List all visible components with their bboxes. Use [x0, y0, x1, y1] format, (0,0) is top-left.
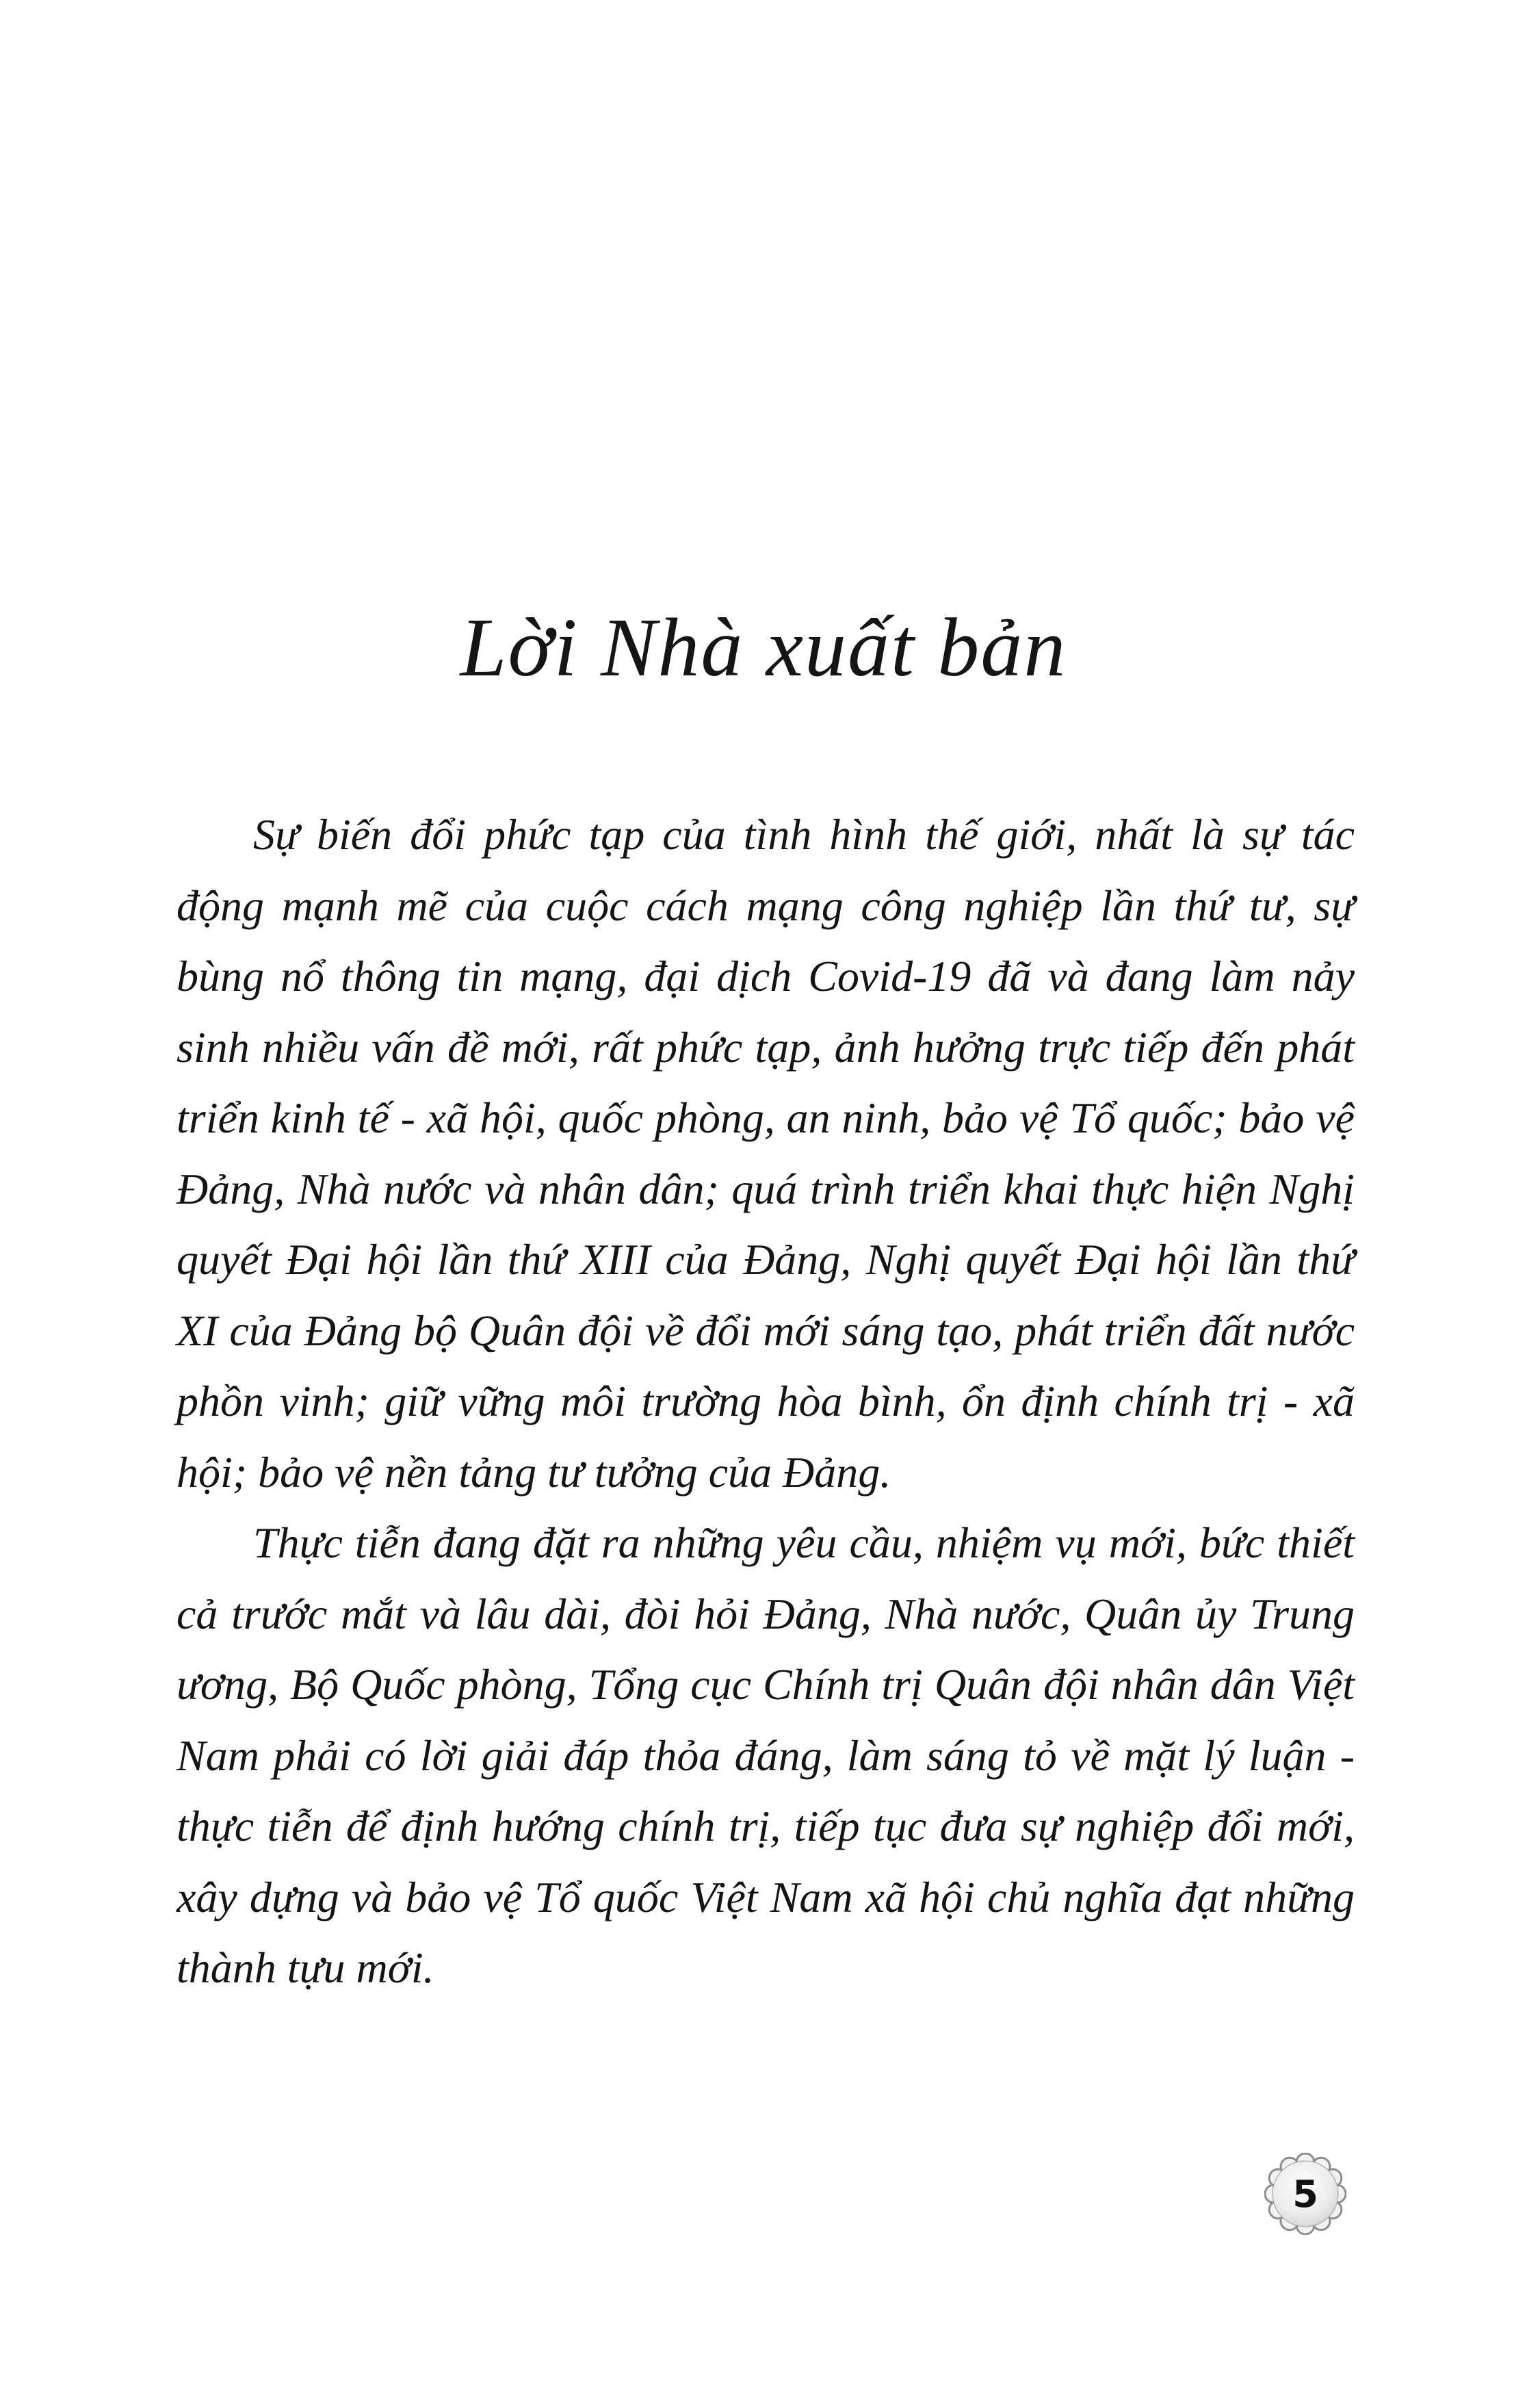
paragraph: Sự biến đổi phức tạp của tình hình thế giới, nhất là sự tác động mạnh mẽ của cuộc cách mạng công nghiệp lần thứ tư, sự bùng nổ thông tin mạng, đại dịch Covid-19 đã và đang làm nảy sinh nhiều vấn đề mới, rất phức tạp, ảnh hưởng trực tiếp đến phát triển kinh tế - xã hội, quốc phòng, an ninh, bảo vệ Tổ quốc; bảo vệ Đảng, Nhà nước và nhân dân; quá trình triển khai thực hiện Nghị quyết Đại hội lần thứ XIII của Đảng, Nghị quyết Đại hội lần thứ XI của Đảng bộ Quân đội về đổi mới sáng tạo, phát triển đất nước phồn vinh; giữ vững môi trường hòa bình, ổn định chính trị - xã hội; bảo vệ nền tảng tư tưởng của Đảng. — [177, 810, 1355, 1497]
body-text — [177, 799, 1355, 2004]
scalloped-badge-icon — [1264, 2153, 1346, 2235]
page-number: 5 — [1292, 2173, 1318, 2216]
page-number-badge — [1264, 2153, 1346, 2235]
page-title: Lời Nhà xuất bản — [460, 601, 1067, 694]
paragraph: Thực tiễn đang đặt ra những yêu cầu, nhiệm vụ mới, bức thiết cả trước mắt và lâu dài, đòi hỏi Đảng, Nhà nước, Quân ủy Trung ương, Bộ Quốc phòng, Tổng cục Chính trị Quân đội nhân dân Việt Nam phải có lời giải đáp thỏa đáng, làm sáng tỏ về mặt lý luận - thực tiễn để định hướng chính trị, tiếp tục đưa sự nghiệp đổi mới, xây dựng và bảo vệ Tổ quốc Việt Nam xã hội chủ nghĩa đạt những thành tựu mới. — [177, 1518, 1355, 1992]
